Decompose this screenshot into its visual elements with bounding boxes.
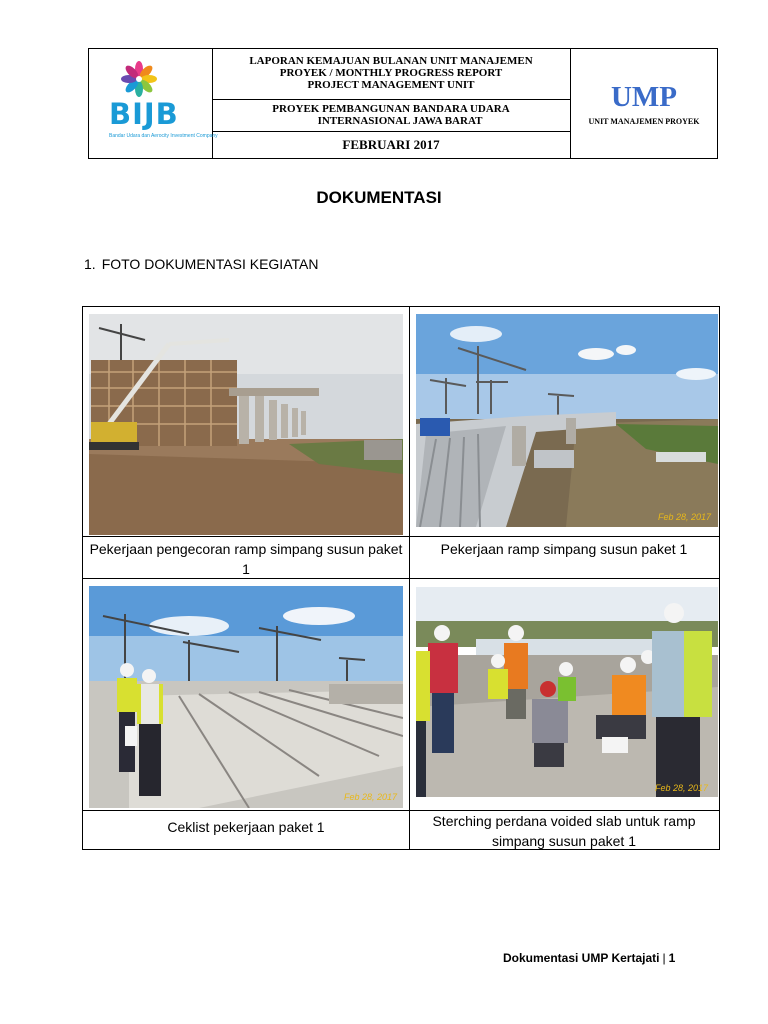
ump-logo-subtext: UNIT MANAJEMEN PROYEK [588, 117, 700, 126]
report-title-line: PROJECT MANAGEMENT UNIT [307, 79, 475, 91]
photo-caption: Pekerjaan pengecoran ramp simpang susun paket 1 [89, 541, 403, 577]
document-title: DOKUMENTASI [316, 188, 442, 207]
date-stamp: Feb 28, 2017 [343, 792, 397, 802]
report-title-line: PROYEK / MONTHLY PROGRESS REPORT [279, 67, 503, 79]
report-title-line: LAPORAN KEMAJUAN BULANAN UNIT MANAJEMEN [249, 55, 533, 67]
page-footer [503, 951, 675, 965]
ump-logo-text: UMP [610, 81, 678, 113]
section-number: 1. [84, 256, 96, 272]
date-stamp: Feb 28, 2017 [657, 512, 711, 522]
bijb-logo-text: BIJB [109, 97, 179, 131]
footer-text: Dokumentasi UMP Kertajati [503, 951, 660, 965]
flower-logo-icon [117, 61, 161, 97]
photo-ramp-structure [416, 314, 718, 527]
project-name-line: INTERNASIONAL JAWA BARAT [317, 115, 483, 127]
photo-inspection [89, 586, 403, 808]
ump-logo [571, 49, 717, 158]
photo-caption: Pekerjaan ramp simpang susun paket 1 [440, 541, 688, 557]
table-divider [83, 536, 719, 537]
bijb-logo [89, 49, 218, 158]
section-title: FOTO DOKUMENTASI KEGIATAN [101, 256, 319, 272]
report-period: FEBRUARI 2017 [342, 137, 440, 152]
project-name [212, 103, 570, 127]
photo-stressing-voided-slab [416, 587, 718, 797]
bijb-logo-subtext: Bandar Udara dan Aerocity Investment Company [109, 133, 218, 139]
photo-ramp-concrete-pouring [89, 314, 403, 535]
divider [212, 99, 570, 100]
photo-caption: Sterching perdana voided slab untuk ramp simpang susun paket 1 [432, 813, 696, 849]
page-number: 1 [668, 951, 676, 965]
date-stamp: Feb 28, 2017 [654, 783, 708, 793]
project-name-line: PROYEK PEMBANGUNAN BANDARA UDARA [272, 103, 510, 115]
section-heading [84, 256, 318, 272]
report-title [212, 55, 570, 91]
photo-caption: Ceklist pekerjaan paket 1 [167, 819, 325, 835]
report-header [88, 48, 718, 159]
photo-table [82, 306, 720, 850]
header-title-block [212, 49, 571, 158]
divider [212, 131, 570, 132]
footer-separator: | [662, 951, 666, 965]
